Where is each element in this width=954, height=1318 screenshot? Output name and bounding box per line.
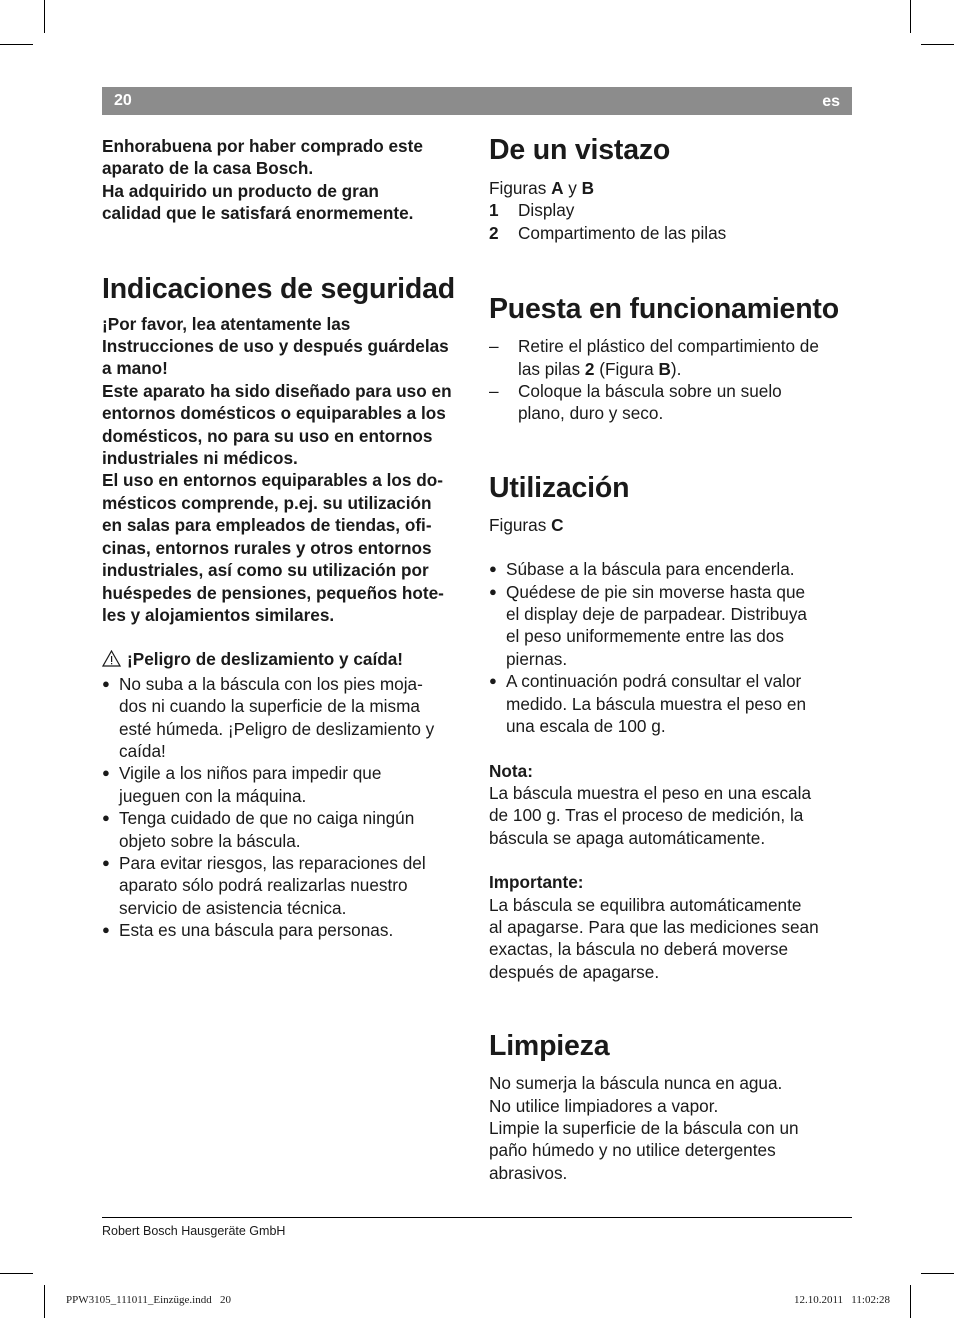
cleaning-line: No sumerja la báscula nunca en agua.: [489, 1073, 783, 1094]
list-item: [489, 558, 854, 580]
cleaning-line: Limpie la superficie de la báscula con un: [489, 1117, 799, 1138]
item-text: Display: [518, 200, 575, 221]
warning-heading: [102, 648, 472, 672]
bullet-icon: ●: [102, 675, 110, 691]
cleaning-line: paño húmedo y no utilice detergentes: [489, 1140, 776, 1161]
figure-ref: C: [551, 514, 564, 535]
warning-triangle-icon: [102, 650, 121, 672]
figures-label: Figuras: [489, 514, 547, 535]
item-text: Compartimento de las pilas: [518, 222, 727, 243]
important-line: La báscula se equilibra automáticamente: [489, 894, 802, 915]
language-code: es: [822, 93, 840, 110]
note-label: Nota:: [489, 760, 533, 781]
warning-title: ¡Peligro de deslizamiento y caída!: [127, 649, 404, 670]
list-item: [102, 673, 472, 763]
cleaning-heading: Limpieza: [489, 1030, 610, 1063]
crop-mark: [0, 44, 33, 45]
startup-heading: Puesta en funcionamiento: [489, 293, 839, 326]
overview-heading: De un vistazo: [489, 134, 671, 166]
crop-mark: [0, 1273, 33, 1274]
bullet-icon: ●: [102, 765, 110, 781]
list-item: [489, 222, 854, 244]
safety-line: en salas para empleados de tiendas, ofi-: [102, 515, 432, 536]
crop-mark: [910, 1285, 911, 1318]
bullet-line: A continuación podrá consultar el valor: [506, 671, 802, 692]
bullet-line: aparato sólo podrá realizarlas nuestro: [119, 875, 408, 896]
list-item: [102, 852, 472, 919]
cleaning-text: [489, 1072, 854, 1184]
bullet-line: Quédese de pie sin moverse hasta que: [506, 581, 806, 602]
figure-ref: A: [551, 178, 564, 198]
bullet-icon: ●: [102, 922, 110, 938]
safety-line: industriales ni médicos.: [102, 448, 298, 469]
intro-text: [102, 135, 472, 225]
note-line: báscula se apaga automáticamente.: [489, 827, 766, 848]
list-item: [102, 807, 472, 852]
intro-line: Ha adquirido un producto de gran: [102, 180, 379, 201]
intro-line: Enhorabuena por haber comprado este: [102, 136, 423, 156]
page-header: [102, 87, 852, 115]
important-line: después de apagarse.: [489, 961, 660, 982]
step-line: plano, duro y seco.: [518, 403, 664, 424]
list-item: [489, 581, 854, 671]
crop-mark: [44, 1285, 45, 1318]
figure-ref: B: [581, 178, 595, 198]
bullet-icon: ●: [102, 854, 110, 870]
safety-bullet-list: [102, 673, 472, 942]
left-column: [102, 135, 472, 942]
bullet-line: una escala de 100 g.: [506, 716, 666, 737]
safety-line: ¡Por favor, lea atentamente las: [102, 313, 351, 334]
bullet-line: jueguen con la máquina.: [119, 785, 307, 806]
item-number: 2: [489, 222, 499, 243]
bullet-line: servicio de asistencia técnica.: [119, 897, 347, 918]
bullet-icon: ●: [102, 810, 110, 826]
safety-line: entornos domésticos o equiparables a los: [102, 403, 446, 424]
safety-line: mésticos comprende, p.ej. su utilización: [102, 492, 432, 513]
safety-line: cinas, entornos rurales y otros entornos: [102, 537, 432, 558]
important-label: Importante:: [489, 872, 584, 893]
bullet-line: Vigile a los niños para impedir que: [119, 763, 382, 784]
bullet-line: el display deje de parpadear. Distribuya: [506, 604, 807, 625]
bullet-line: Esta es una báscula para personas.: [119, 920, 394, 941]
list-item: [102, 919, 472, 941]
crop-mark: [921, 44, 954, 45]
bullet-line: Tenga cuidado de que no caiga ningún: [119, 808, 415, 829]
bullet-icon: ●: [489, 583, 497, 599]
bullet-line: piernas.: [506, 648, 568, 669]
figures-and: y: [568, 178, 577, 198]
figures-label: Figuras: [489, 178, 547, 198]
footer-company: Robert Bosch Hausgeräte GmbH: [102, 1224, 286, 1238]
important-line: exactas, la báscula no deberá moverse: [489, 939, 789, 960]
overview-figures: [489, 177, 854, 199]
bullet-line: dos ni cuando la superficie de la misma: [119, 696, 420, 717]
dash-bullet: –: [489, 336, 499, 357]
list-item: [489, 380, 854, 425]
footer-rule: [102, 1217, 852, 1218]
bullet-line: caída!: [119, 740, 166, 761]
list-item: [489, 335, 854, 380]
bullet-icon: ●: [489, 673, 497, 689]
bullet-line: medido. La báscula muestra el peso en: [506, 693, 807, 714]
bullet-line: Para evitar riesgos, las reparaciones del: [119, 852, 426, 873]
safety-line: huéspedes de pensiones, pequeños hote-: [102, 582, 444, 603]
safety-line: Este aparato ha sido diseñado para uso en: [102, 380, 452, 401]
intro-line: aparato de la casa Bosch.: [102, 158, 314, 179]
bullet-line: Súbase a la báscula para encenderla.: [506, 559, 795, 580]
cleaning-line: No utilice limpiadores a vapor.: [489, 1095, 719, 1116]
note-line: de 100 g. Tras el proceso de medición, la: [489, 805, 804, 826]
crop-mark: [44, 0, 45, 33]
bullet-line: No suba a la báscula con los pies moja-: [119, 673, 423, 694]
page-number: 20: [114, 92, 132, 109]
cleaning-line: abrasivos.: [489, 1162, 568, 1183]
bullet-line: esté húmeda. ¡Peligro de deslizamiento y: [119, 718, 435, 739]
dash-bullet: –: [489, 381, 499, 402]
important-block: [489, 871, 854, 983]
safety-heading: Indicaciones de seguridad: [102, 272, 455, 305]
list-item: [489, 199, 854, 221]
safety-line: El uso en entornos equiparables a los do-: [102, 470, 443, 491]
crop-mark: [921, 1273, 954, 1274]
safety-line: industriales, así como su utilización por: [102, 560, 429, 581]
note-line: La báscula muestra el peso en una escala: [489, 782, 811, 803]
bullet-line: objeto sobre la báscula.: [119, 830, 301, 851]
crop-mark: [910, 0, 911, 33]
step-line: las pilas 2 (Figura B).: [518, 358, 682, 379]
safety-intro: [102, 313, 472, 627]
right-column: [489, 135, 854, 1184]
item-number: 1: [489, 200, 499, 221]
safety-line: domésticos, no para su uso en entornos: [102, 425, 433, 446]
note-block: [489, 760, 854, 850]
safety-line: les y alojamientos similares.: [102, 604, 335, 625]
list-item: [102, 762, 472, 807]
print-slug-file: PPW3105_111011_Einzüge.indd 20: [66, 1294, 231, 1306]
print-slug-datetime: 12.10.2011 11:02:28: [793, 1294, 890, 1306]
step-line: Retire el plástico del compartimiento de: [518, 336, 819, 357]
bullet-icon: ●: [489, 561, 497, 577]
important-line: al apagarse. Para que las mediciones sean: [489, 916, 819, 937]
intro-line: calidad que le satisfará enormemente.: [102, 203, 414, 224]
step-line: Coloque la báscula sobre un suelo: [518, 381, 782, 402]
usage-heading: Utilización: [489, 471, 630, 504]
safety-line: a mano!: [102, 358, 168, 379]
bullet-line: el peso uniformemente entre las dos: [506, 626, 785, 647]
safety-line: Instrucciones de uso y después guárdelas: [102, 336, 449, 357]
usage-figures: [489, 514, 854, 536]
usage-bullet-list: [489, 558, 854, 737]
list-item: [489, 670, 854, 737]
